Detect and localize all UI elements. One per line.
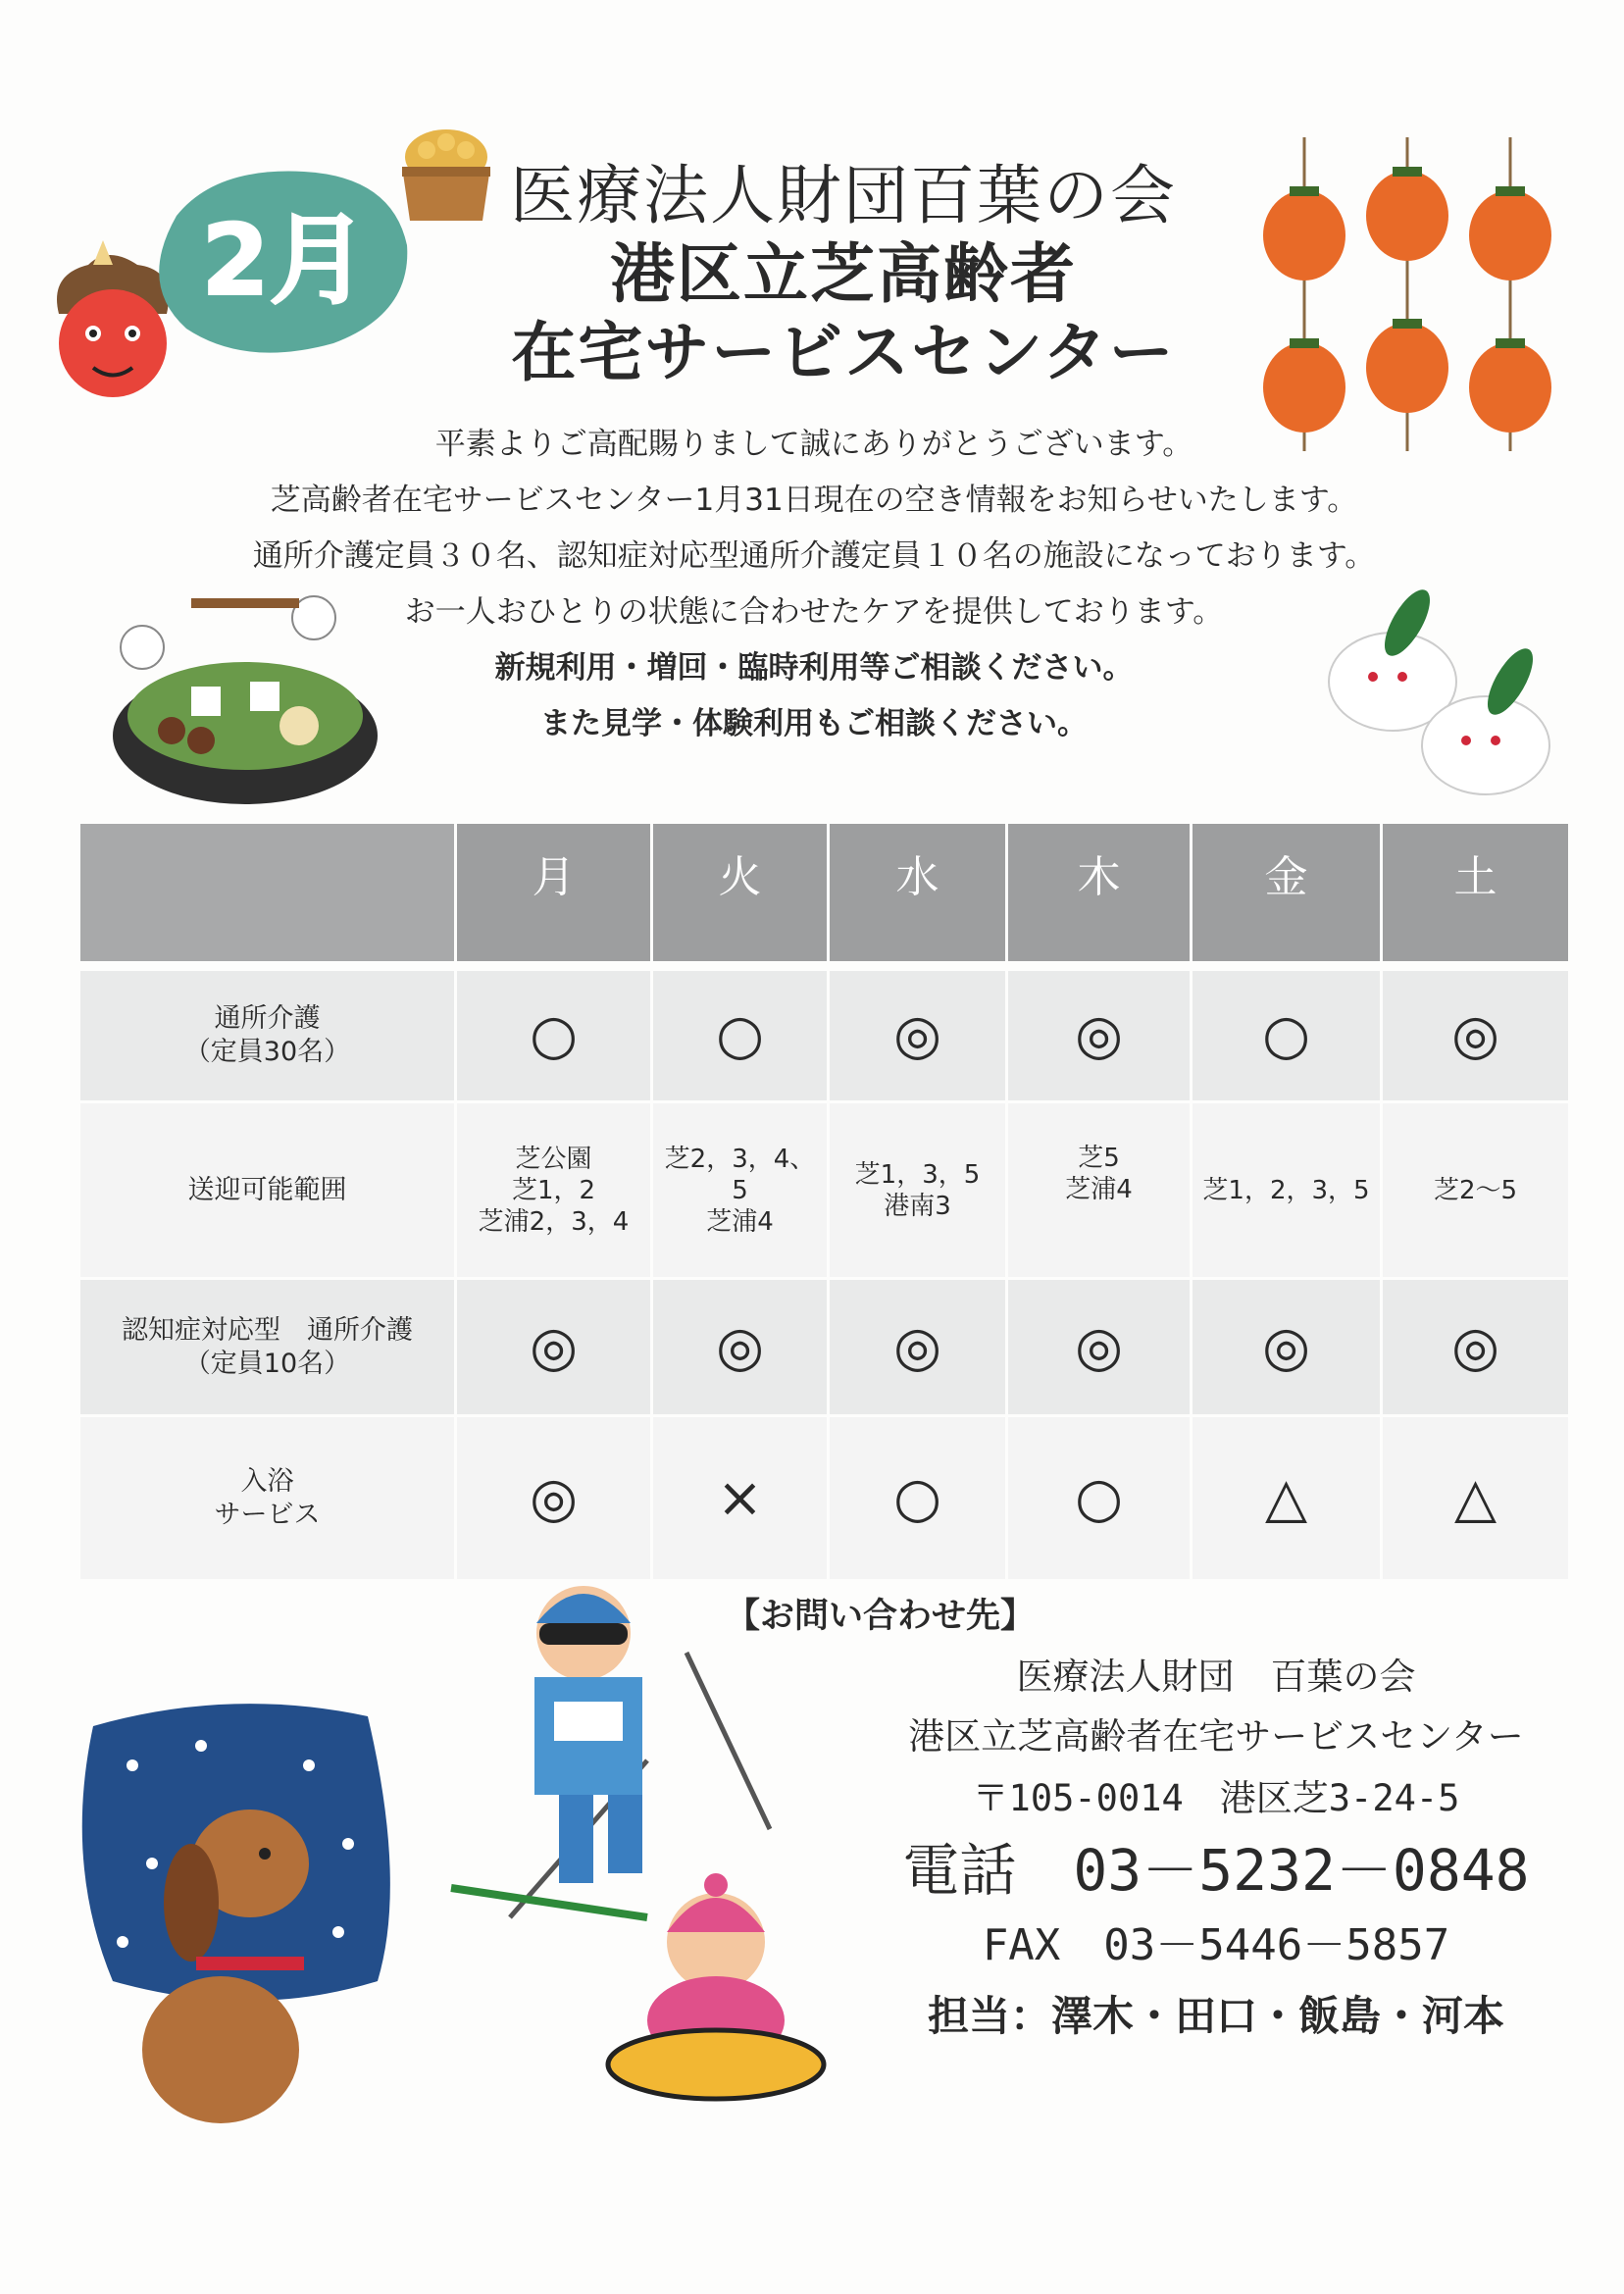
row-label: 入浴 サービス [80,1417,457,1579]
row-label: 認知症対応型 通所介護 （定員10名） [80,1280,457,1414]
row-label: 送迎可能範囲 [80,1103,457,1277]
sled-child-illustration [588,1863,843,2118]
title-organization: 医療法人財団百葉の会 [510,158,1177,233]
contact-heading: 【お問い合わせ先】 [726,1597,1036,1636]
intro-line: 新規利用・増回・臨時利用等ご相談ください。 [494,650,1134,686]
dog-snow-illustration [54,1687,407,2128]
table-row [80,1103,1571,1280]
contact-organization: 医療法人財団 百葉の会 [1016,1656,1416,1698]
pickup-area-cell: 芝1，3，5 港南3 [830,1103,1008,1277]
table-row [80,1280,1571,1417]
availability-cell: ○ [1008,1417,1193,1579]
month-badge [137,147,422,373]
title-facility: 港区立芝高齢者 [610,236,1077,312]
month-label: 2月 [201,203,368,318]
availability-cell: ◎ [1383,971,1571,1100]
snow-rabbit-illustration [1324,574,1559,809]
availability-cell: ○ [830,1417,1008,1579]
table-row [80,971,1571,1103]
availability-cell: ◎ [1383,1280,1571,1414]
availability-cell: ◎ [653,1280,830,1414]
availability-cell: ◎ [1193,1280,1383,1414]
contact-center: 港区立芝高齢者在宅サービスセンター [908,1715,1524,1758]
pickup-area-cell: 芝1，2，3，5 [1193,1103,1383,1277]
table-header-row [80,824,1571,961]
intro-line: また見学・体験利用もご相談ください。 [540,706,1088,741]
availability-cell: ○ [457,971,653,1100]
pickup-area-cell: 芝2，3，4、 5 芝浦4 [653,1103,830,1277]
title-center: 在宅サービスセンター [511,315,1176,390]
intro-line: 通所介護定員３０名、認知症対応型通所介護定員１０名の施設になっております。 [252,538,1376,574]
availability-table [80,824,1571,1579]
contact-fax: FAX 03－5446－5857 [982,1920,1450,1970]
availability-cell: △ [1193,1417,1383,1579]
day-header-tue: 火 [653,824,830,961]
pickup-area-cell: 芝5 芝浦4 [1008,1103,1193,1277]
availability-cell: × [653,1417,830,1579]
hotpot-illustration [103,588,387,814]
table-row [80,1417,1571,1579]
pickup-area-cell: 芝公園 芝1，2 芝浦2，3，4 [457,1103,653,1277]
availability-cell: ○ [653,971,830,1100]
contact-phone: 電話 03－5232－0848 [902,1837,1530,1904]
intro-line: お一人おひとりの状態に合わせたケアを提供しております。 [404,594,1224,630]
contact-address: 〒105-0014 港区芝3-24-5 [972,1777,1460,1819]
persimmon-illustration [1255,137,1569,451]
title-block [471,157,1216,392]
contact-staff: 担当：澤木・田口・飯島・河本 [927,1992,1504,2040]
pickup-area-cell: 芝2～5 [1383,1103,1571,1277]
availability-cell: ◎ [1008,971,1193,1100]
day-header-wed: 水 [830,824,1008,961]
row-label: 通所介護 （定員30名） [80,971,457,1100]
availability-cell: △ [1383,1417,1571,1579]
availability-cell: ◎ [830,1280,1008,1414]
availability-cell: ◎ [830,971,1008,1100]
day-header-fri: 金 [1193,824,1383,961]
availability-cell: ○ [1193,971,1383,1100]
intro-line: 平素よりご高配賜りまして誠にありがとうございます。 [434,427,1193,462]
contact-block [843,1648,1589,2052]
day-header-thu: 木 [1008,824,1193,961]
intro-line: 芝高齢者在宅サービスセンター1月31日現在の空き情報をお知らせいたします。 [270,483,1358,518]
day-header-sat: 土 [1383,824,1571,961]
availability-cell: ◎ [457,1417,653,1579]
day-header-mon: 月 [457,824,653,961]
availability-cell: ◎ [457,1280,653,1414]
header-corner [80,824,457,961]
availability-cell: ◎ [1008,1280,1193,1414]
